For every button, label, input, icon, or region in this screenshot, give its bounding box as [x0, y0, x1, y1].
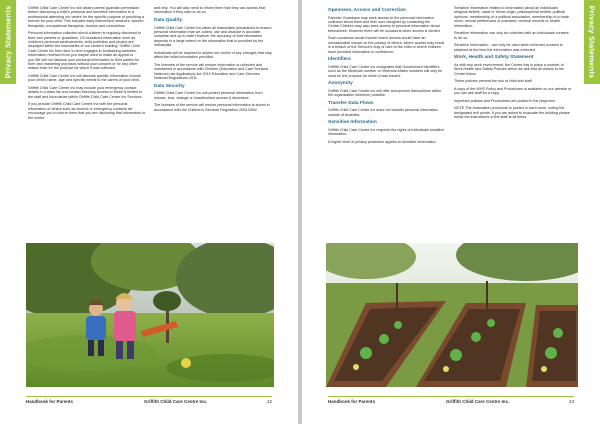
paragraph: Griffith Child Care Centre Inc will offer anonymous transactions within the organisation wherever possible.: [328, 88, 442, 98]
paragraph: Griffith Child Care Centre Inc respects the rights of individuals sensitive information.: [328, 128, 445, 137]
section-heading: Anonymity: [328, 81, 353, 87]
children-playing-image: [26, 243, 274, 387]
section-heading: Transfer Data Flows: [328, 100, 374, 106]
garden-beds-photo: [326, 243, 578, 387]
footer-title: Handbook for Parents: [328, 399, 376, 404]
section-tab-right: [584, 0, 600, 84]
paragraph: NOTE The evacuation procedure is posted in each room, noting the designated exit points. If you are asked to evacuate the building please follow the instructions of the staff at all times.: [454, 106, 570, 120]
paragraph: Griffith Child Care Centre Inc will obtain parent/ guardian permission before disclosing a child's personal and sensitive information to a professional attending our centre for the specific purpose of providing a service for your child. This includes early intervention teachers, speech therapists, occupational therapists, doctors and counsellors.: [28, 6, 145, 28]
paragraph: Sensitive information can only be collected with an individuals consent to do so.: [454, 31, 569, 40]
paragraph: Griffith Child Care Centre Inc may include your emergency contact details in a class list and contact directory.Access to these is limited to the staff and boundaries within Griffith Child Care Centre Inc Services.: [28, 86, 143, 99]
left-page: [0, 0, 298, 424]
paragraph: Personal information collected about children is regularly disclosed to their own parents or guardians. On occasions information such as children's personal achievements, child portfolios and photos are displayed within the boundaries of our centre's building. Griffith Child Care Centre Inc from time to time engages in fundraising activities. Information received from you maybe used to make an appeal to you.We will not disclose your personal information to third parties for their own marketing purposes without your consent or for any other reason than for the purpose for which it was collected.: [28, 31, 141, 71]
section-heading: Data Quality: [154, 18, 182, 23]
paragraph: A higher level of privacy protection applies to sensitive information.: [328, 140, 437, 144]
footer-title: Handbook for Parents: [26, 399, 74, 404]
section-tab-left: [0, 0, 16, 84]
section-heading: Openness, Access and Correction: [328, 8, 406, 13]
paragraph: As with any work environment, the Centre has in place a number of Work Health and Safety Policies which we ask that all visitors to the Centre follow.: [454, 62, 565, 76]
section-tab-label: Privacy Statements: [587, 5, 597, 79]
paragraph: A copy of the WHS Policy and Procedures is available on our website or you can ask staff for a copy.: [454, 86, 572, 96]
paragraph: Parents/ Guardians may seek access to the personal information collected about them and their son/ daughter by contacting the Centre.Children may also seek access to personal information about themselves. However there will be occasions when access is denied.: [328, 15, 441, 33]
page-footer: [26, 396, 272, 406]
paragraph: Griffith Child Care Centre Inc will protect personal information from misuse, loss, change or unauthorised access & disclosure.: [154, 91, 263, 100]
left-page-column-2: [154, 6, 272, 115]
paragraph: and why. You will also need to inform them that they can access that information if they wish to do so.: [154, 6, 266, 15]
section-heading: Work, Health and Safety Statement: [454, 55, 534, 61]
section-heading: Identifiers: [328, 57, 351, 63]
paragraph: Important policies and Procedures are posted in the playroom.: [454, 98, 556, 103]
paragraph: Griffith Child Care Centre Inc recognises that Government identifiers such as the Medicare number or Veterans Affairs numbers will only be used for the purpose for which it was issued.: [328, 64, 443, 78]
paragraph: Griffith Child Care Centre Inc takes all reasonable precautions to ensure personal information that we collect, use and disclose is accurate, complete and up-to-date.However the accuracy of that information depends to a large extent on the information that is provided by the individuals.: [154, 25, 272, 48]
paragraph: The licensee of the service will ensure personal information is stored in accordance with the Children's Services Regulation 2004 NSW: [154, 103, 270, 112]
garden-beds-image: [326, 243, 578, 387]
paragraph: Such occasions would include where access would have an unreasonable impact on the privacy of others, where access may result in a breach of the Service's duty of care to the child or where children have provided information in confidence.: [328, 36, 445, 54]
paragraph: Griffith Child Care Centre Inc will disclose specific information include your child's name, age and specific needs to the carers of your child.: [28, 74, 142, 83]
right-page-column-1: [328, 6, 446, 148]
page-number: 22: [266, 399, 272, 404]
section-heading: Data Security: [154, 83, 185, 89]
paragraph: The licensee of the service will ensure information is collected and maintained in accordance with Children (Education and Care Services National Law Application) Act 2010 Education and Care Services National Regulations 2011: [154, 62, 269, 81]
paragraph: If you provide Griffith Child Care Centre Inc with the personal information of others such as doctors or emergency contacts we encourage you to inform them that you are disclosing that information to the centre: [28, 102, 146, 120]
right-page-column-2: [454, 6, 572, 123]
paragraph: Sensitive Information - can only be used when informed consent is obtained at the time the information was collected.: [454, 43, 563, 52]
paragraph: Sensitive information relates to information about an individual's religious beliefs, racial or ethnic origin, philosophical beliefs, political opinions, membership of a political association, membership of a trade union, sexual preferences or practices, criminal records or health information.: [454, 6, 569, 28]
page-number: 23: [568, 399, 574, 404]
paragraph: These policies prevent the risk of child and staff.: [454, 79, 533, 84]
footer-organisation: Griffith Child Care Centre Inc.: [144, 399, 208, 404]
section-tab-label: Privacy Statements: [3, 5, 13, 79]
left-page-column-1: [28, 6, 146, 123]
footer-organisation: Griffith Child Care Centre Inc.: [446, 399, 510, 404]
section-heading: Sensitive Information: [328, 120, 377, 126]
page-footer: [328, 396, 574, 406]
paragraph: Griffith Child Care Centre Inc does not transfer personal information outside of Australia.: [328, 108, 439, 117]
right-page: [302, 0, 600, 424]
paragraph: Individuals will be required to advise our centre of any changes that may affect the initial information provided.: [154, 50, 272, 60]
children-playing-photo: [26, 243, 274, 387]
